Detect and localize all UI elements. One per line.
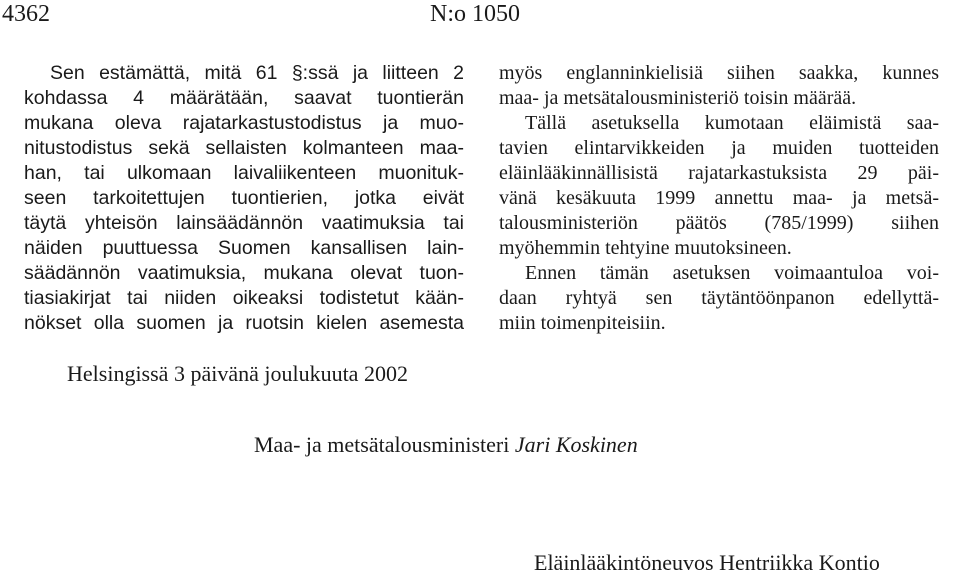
minister-title: Maa- ja metsätalousministeri (254, 432, 510, 457)
text-line: myös englanninkielisiä siihen saakka, kunnes (499, 62, 939, 84)
text-line: mukana oleva rajatarkastustodistus ja muo- (24, 112, 464, 134)
text-line: kohdassa 4 määrätään, saavat tuontierän (24, 87, 464, 109)
text-line: seen tarkoitettujen tuontierien, jotka eivät (24, 187, 464, 209)
text-line: vänä kesäkuuta 1999 annettu maa- ja metsä- (499, 187, 939, 209)
official-signature: Eläinlääkintöneuvos Hentriikka Kontio (534, 550, 880, 575)
text-line: näiden puuttuessa Suomen kansallisen lain- (24, 237, 464, 259)
left-column (24, 61, 464, 336)
page-number: 4362 (2, 1, 50, 27)
text-line: maa- ja metsätalousministeriö toisin määrää. (499, 87, 857, 109)
text-line: tavien elintarvikkeiden ja muiden tuotteiden (499, 137, 939, 159)
text-line: nitustodistus sekä sellaisten kolmanteen maa- (24, 137, 464, 159)
text-line: miin toimenpiteisiin. (499, 312, 666, 334)
text-line: nökset olla suomen ja ruotsin kielen asemesta (24, 312, 464, 334)
text-line: Tällä asetuksella kumotaan eläimistä saa- (525, 112, 939, 134)
text-line: Ennen tämän asetuksen voimaantuloa voi- (525, 262, 939, 284)
text-line: täytä yhteisön lainsäädännön vaatimuksia tai (24, 212, 464, 234)
text-line: myöhemmin tehtyine muutoksineen. (499, 237, 792, 259)
text-line: eläinlääkinnällisistä rajatarkastuksista 29 päi- (499, 162, 939, 184)
right-column (499, 61, 939, 336)
place-and-date: Helsingissä 3 päivänä joulukuuta 2002 (67, 361, 408, 386)
text-line: talousministeriön päätös (785/1999) siihen (499, 212, 939, 234)
minister-name: Jari Koskinen (514, 432, 638, 457)
text-line: säädännön vaatimuksia, mukana olevat tuon- (24, 262, 464, 284)
text-line: han, tai ulkomaan laivaliikenteen muonituk- (24, 162, 464, 184)
text-line: tiasiakirjat tai niiden oikeaksi todistetut kään- (24, 287, 464, 309)
minister-signature (254, 431, 638, 459)
text-line: Sen estämättä, mitä 61 §:ssä ja liitteen 2 (50, 62, 464, 84)
text-line: daan ryhtyä sen täytäntöönpanon edellyttä- (499, 287, 939, 309)
issue-number: N:o 1050 (430, 1, 520, 27)
